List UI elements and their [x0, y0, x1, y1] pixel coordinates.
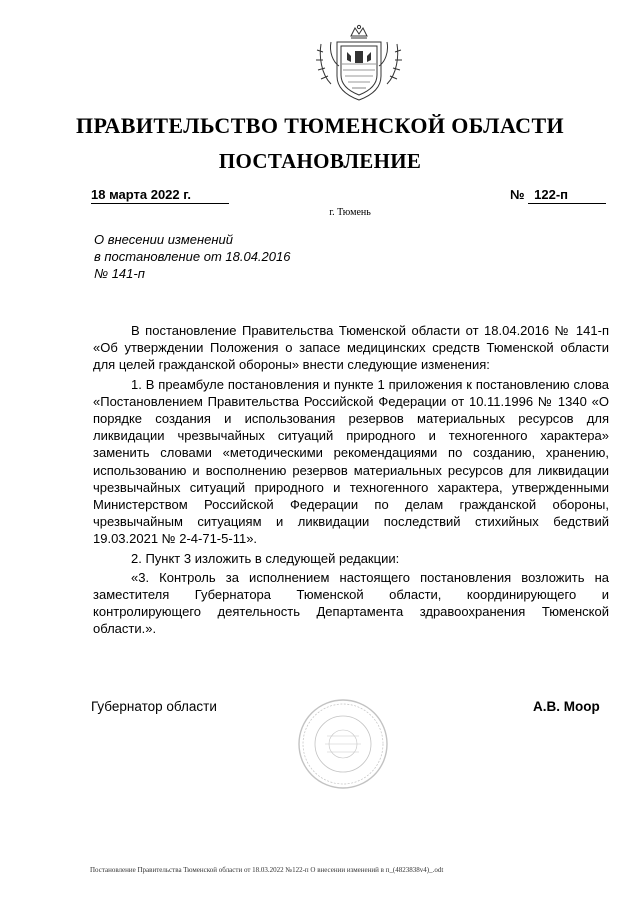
- document-subject: [94, 231, 290, 282]
- signer-name: А.В. Моор: [533, 699, 600, 714]
- document-footer: Постановление Правительства Тюменской области от 18.03.2022 №122-п О внесении изменений в п_(4823838v4)_.odt: [90, 866, 444, 874]
- subject-line: в постановление от 18.04.2016: [94, 249, 291, 264]
- document-body: [93, 322, 609, 640]
- number-sign: №: [510, 187, 525, 202]
- document-date: 18 марта 2022 г.: [91, 187, 229, 204]
- organization-name: ПРАВИТЕЛЬСТВО ТЮМЕНСКОЙ ОБЛАСТИ: [75, 113, 565, 138]
- signer-title: Губернатор области: [91, 699, 217, 714]
- subject-line: О внесении изменений: [94, 232, 233, 247]
- subject-line: № 141-п: [94, 266, 145, 281]
- coat-of-arms-icon: [311, 22, 407, 104]
- body-paragraph: 1. В преамбуле постановления и пункте 1 приложения к постановлению слова «Постановлением Правительства Российской Федерации от 10.11.1996 № 1340 «О порядке создания и использования резервов материальных ресурсов для ликвидации чрезвычайных ситуаций природного и техногенного характера» заменить словами «методическими рекомендациями по созданию, хранению, использованию и восполнению резервов материальных ресурсов для ликвидации чрезвычайных ситуаций природного и техногенного характера, утвержденными Министерством Российской Федерации по делам гражданской обороны, чрезвычайным ситуациям и ликвидации последствий стихийных бедствий 19.03.2021 № 2-4-71-5-11».: [93, 376, 609, 547]
- body-paragraph: «3. Контроль за исполнением настоящего постановления возложить на заместителя Губернатора Тюменской области, координирующего и контролирующего деятельность Департамента здравоохранения Тюменской области.».: [93, 569, 609, 637]
- body-paragraph: 2. Пункт 3 изложить в следующей редакции:: [131, 550, 400, 566]
- body-paragraph: В постановление Правительства Тюменской области от 18.04.2016 № 141-п «Об утверждении Положения о запасе медицинских средств Тюменской области для целей гражданской обороны» внести следующие изменения:: [93, 323, 609, 373]
- document-number-block: [510, 187, 606, 204]
- city-label: г. Тюмень: [329, 207, 371, 218]
- official-seal-icon: [297, 698, 389, 790]
- document-number: 122-п: [528, 187, 606, 204]
- document-type: ПОСТАНОВЛЕНИЕ: [218, 149, 422, 173]
